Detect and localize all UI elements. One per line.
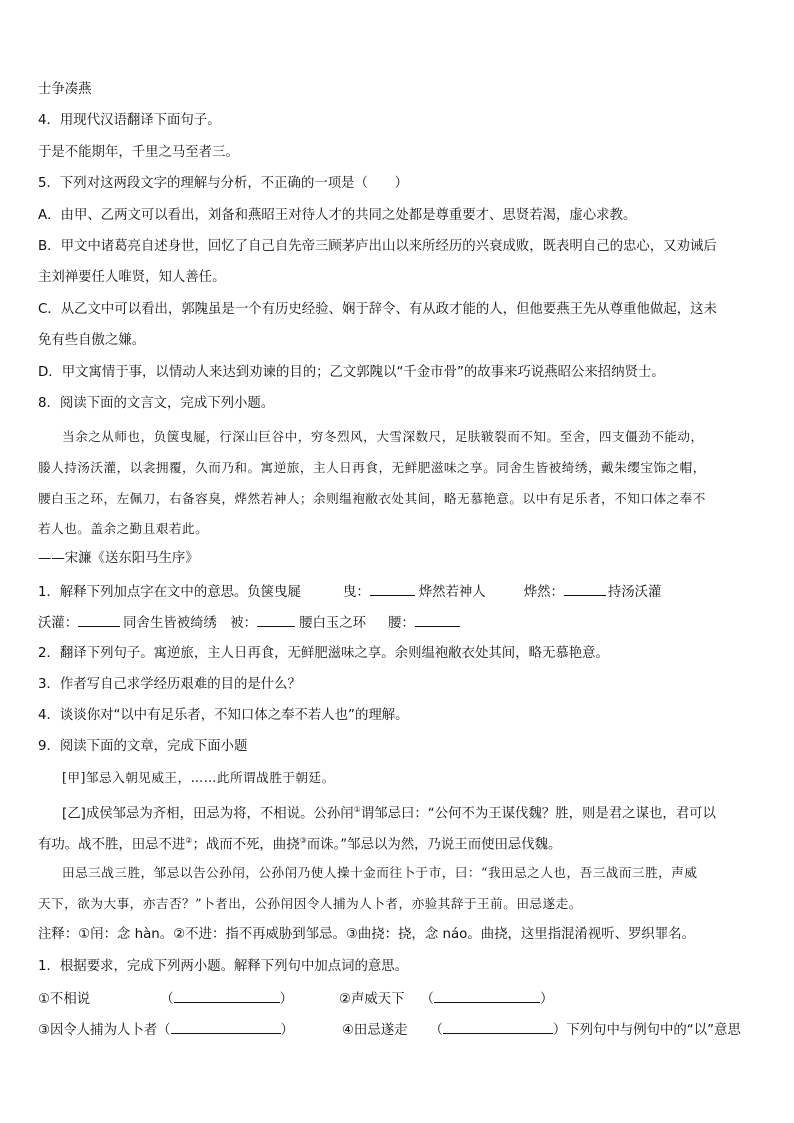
answer-blank[interactable] bbox=[171, 1019, 281, 1034]
answer-blank[interactable] bbox=[564, 581, 606, 596]
annotations: 注释：①闬：念 hàn。②不进：指不再威胁到邹忌。③曲挠：挠，念 náo。曲挠，这里指混淆视听、罗织罪名。 bbox=[38, 927, 695, 942]
text-line: 主刘禅要任人唯贤，知人善任。 bbox=[38, 270, 226, 285]
question-line: 4．用现代汉语翻译下面句子。 bbox=[38, 113, 221, 128]
passage-text: [乙]成侯邹忌为齐相，田忌为将，不相说。公孙闬 bbox=[62, 806, 354, 822]
passage-text: ；战而不死，曲挠 bbox=[192, 837, 300, 853]
label-bei: 同舍生皆被绮绣 被： bbox=[123, 616, 258, 631]
option-b: B．甲文中诸葛亮自述身世，回忆了自己自先帝三顾茅庐出山以来所经历的兴衰成败，既表明自己的忠心，又劝诫后 bbox=[38, 239, 717, 254]
answer-blank[interactable] bbox=[78, 612, 120, 627]
item-label: ④田忌遂走 bbox=[341, 1023, 408, 1038]
classical-text-line: 田忌三战三胜，邹忌以告公孙闬，公孙闬乃使人操十金而往卜于市，曰：“我田忌之人也，吾三战而三胜，声威 bbox=[62, 865, 698, 880]
classical-text-line: 腰白玉之环，左佩刀，右备容臭，烨然若神人；余则缊袍敝衣处其间，略无慕艳意。以中有足乐者，不知口体之奉不 bbox=[38, 491, 706, 506]
paren-close: ） bbox=[539, 992, 554, 1007]
question-line: 8．阅读下面的文言文，完成下列小题。 bbox=[38, 396, 275, 411]
question-line: 5．下列对这两段文字的理解与分析，不正确的一项是（ ） bbox=[38, 176, 409, 191]
paren-open: （ bbox=[420, 992, 434, 1007]
answer-blank[interactable] bbox=[370, 581, 415, 596]
question-line bbox=[38, 988, 553, 1010]
passage-text: 而诛。”邹忌以为然，乃说王而使田忌伐魏。 bbox=[306, 837, 562, 853]
classical-text-line: 天下，欲为大事，亦吉否？”卜者出，公孙闬因令人捕为人卜者，亦验其辞于王前。田忌遂走。 bbox=[38, 896, 582, 911]
passage-text: 有功。战不胜，田忌不进 bbox=[38, 837, 186, 853]
footnote-ref: ③ bbox=[299, 836, 307, 845]
answer-blank[interactable] bbox=[174, 988, 280, 1003]
phrase: 持汤沃灌 bbox=[607, 585, 662, 600]
label-yao: 腰： bbox=[388, 616, 415, 631]
source-attribution: ——宋濂《送东阳马生序》 bbox=[38, 551, 199, 566]
text-line: 免有些自傲之嫌。 bbox=[38, 333, 146, 348]
answer-blank[interactable] bbox=[434, 988, 540, 1003]
paren-open: （ bbox=[160, 992, 174, 1007]
question-line bbox=[38, 1019, 741, 1041]
question-line: 2．翻译下列句子。寓逆旅，主人日再食，无鲜肥滋味之享。余则缊袍敝衣处其间，略无慕艳意。 bbox=[38, 646, 609, 661]
paren-open: （ bbox=[429, 1023, 443, 1038]
item-label: ③因令人捕为人卜者（ bbox=[38, 1023, 171, 1038]
option-c: C．从乙文中可以看出，郭隗虽是一个有历史经验、娴于辞令、有从政才能的人，但他要燕王先从尊重他做起，这未 bbox=[38, 302, 717, 317]
classical-text-line: 若人也。盖余之勤且艰若此。 bbox=[38, 521, 209, 536]
classical-text-line: 媵人持汤沃灌，以衾拥覆，久而乃和。寓逆旅，主人日再食，无鲜肥滋味之享。同舍生皆被绮绣，戴朱缨宝饰之帽， bbox=[38, 460, 706, 475]
passage-yi-cont bbox=[38, 831, 561, 855]
answer-blank[interactable] bbox=[443, 1019, 553, 1034]
item-label: ②声威天下 bbox=[338, 992, 405, 1007]
option-d: D．甲文寓情于事，以情动人来达到劝谏的目的；乙文郭隗以“千金市骨”的故事来巧说燕昭公来招纳贤士。 bbox=[38, 365, 665, 380]
paren-close: ） bbox=[279, 992, 293, 1007]
label-ye: 曳： bbox=[342, 585, 370, 600]
answer-blank[interactable] bbox=[415, 612, 460, 627]
passage-jia: [甲]邹忌入朝见威王，……此所谓战胜于朝廷。 bbox=[62, 770, 335, 785]
classical-text-line: 当余之从师也，负箧曳屣，行深山巨谷中，穷冬烈风，大雪深数尺，足肤皲裂而不知。至舍，四支僵劲不能动， bbox=[62, 429, 704, 444]
question-line: 1．根据要求，完成下列两小题。解释下列句中加点词的意思。 bbox=[38, 959, 409, 974]
label-woguan: 沃灌： bbox=[38, 616, 79, 631]
question-line bbox=[38, 581, 661, 603]
question-line: 9．阅读下面的文章，完成下面小题 bbox=[38, 739, 248, 754]
item-label: ①不相说 bbox=[38, 992, 91, 1007]
paren-close: ） bbox=[280, 1023, 294, 1038]
footnote-ref: ① bbox=[353, 805, 361, 814]
footnote-ref: ② bbox=[185, 836, 193, 845]
question-line: 4．谈谈你对“以中有足乐者，不知口体之奉不若人也”的理解。 bbox=[38, 708, 409, 723]
phrase: 腰白玉之环 bbox=[299, 616, 367, 631]
question-line: 3．作者写自己求学经历艰难的目的是什么？ bbox=[38, 677, 301, 692]
question-line bbox=[38, 612, 460, 634]
label-yeran: 烨然： bbox=[523, 585, 564, 600]
passage-yi bbox=[62, 800, 716, 824]
option-a: A．由甲、乙两文可以看出，刘备和燕昭王对待人才的共同之处都是尊重要才、思贤若渴，虚心求教。 bbox=[38, 208, 637, 223]
q1-prompt: 1．解释下列加点字在文中的意思。负箧曳屣 bbox=[38, 585, 301, 600]
item-text: ）下列句中与例句中的“以”意思 bbox=[552, 1023, 741, 1038]
text-line: 士争凑燕 bbox=[38, 82, 92, 97]
text-line: 于是不能期年，千里之马至者三。 bbox=[38, 145, 239, 160]
phrase: 烨然若神人 bbox=[418, 585, 486, 600]
passage-text: 谓邹忌曰：“公何不为王谋伐魏？胜，则是君之谋也，君可以 bbox=[360, 806, 716, 822]
answer-blank[interactable] bbox=[257, 612, 295, 627]
